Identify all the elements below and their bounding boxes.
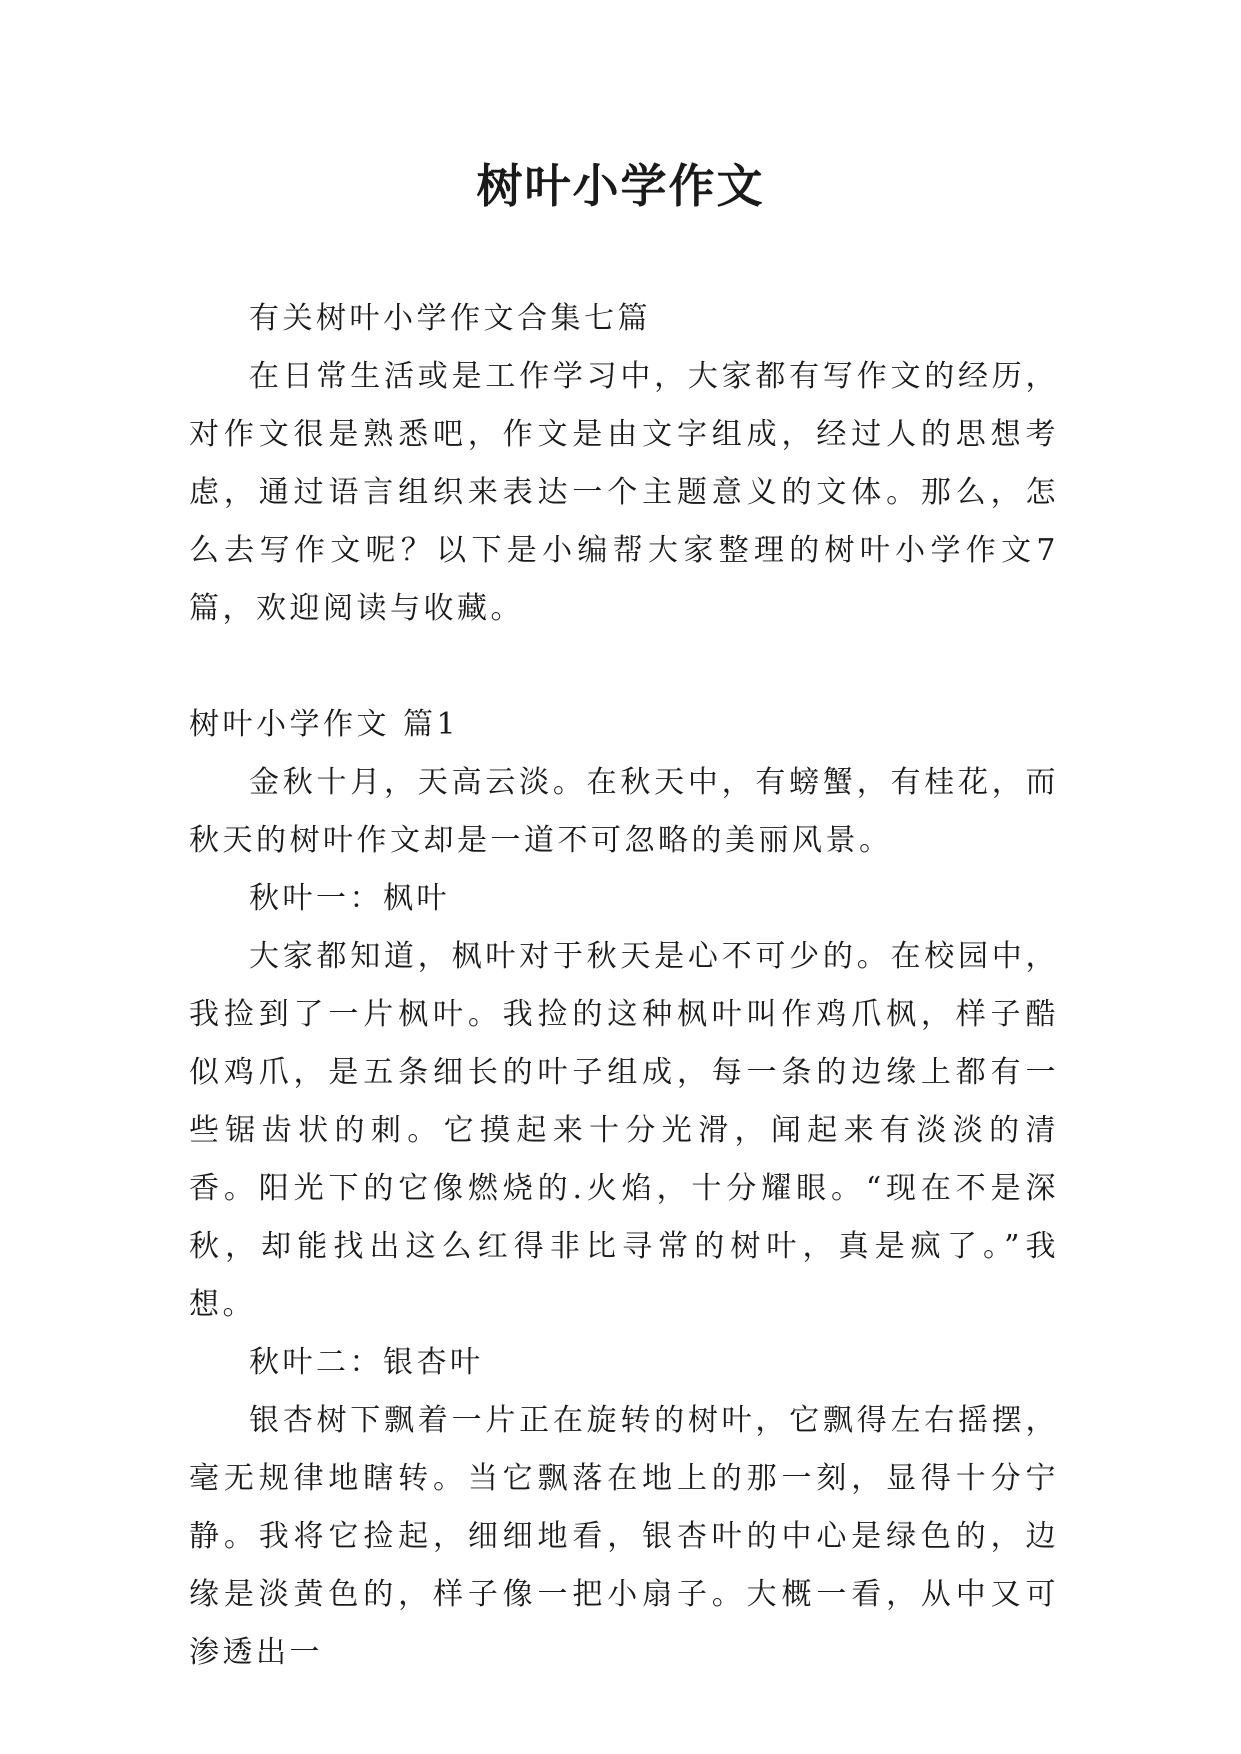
- section-heading: 树叶小学作文 篇1: [189, 707, 460, 742]
- document-title: 树叶小学作文: [476, 159, 765, 213]
- paragraph-spacer: [189, 638, 1059, 696]
- body-paragraph: 金秋十月，天高云淡。在秋天中，有螃蟹，有桂花，而秋天的树叶作文却是一道不可忽略的美丽风景。: [189, 765, 1059, 858]
- sub-heading: 秋叶一：枫叶: [249, 881, 450, 916]
- intro-paragraph: 在日常生活或是工作学习中，大家都有写作文的经历，对作文很是熟悉吧，作文是由文字组成，经过人的思想考虑，通过语言组织来表达一个主题意义的文体。那么，怎么去写作文呢？以下是小编帮大家整理的树叶小学作文7篇，欢迎阅读与收藏。: [189, 359, 1059, 626]
- subtitle-line: 有关树叶小学作文合集七篇: [249, 301, 651, 336]
- document-body: [189, 290, 1059, 1682]
- body-paragraph: 大家都知道，枫叶对于秋天是心不可少的。在校园中，我捡到了一片枫叶。我捡的这种枫叶叫作鸡爪枫，样子酷似鸡爪，是五条细长的叶子组成，每一条的边缘上都有一些锯齿状的刺。它摸起来十分光滑，闻起来有淡淡的清香。阳光下的它像燃烧的.火焰，十分耀眼。“现在不是深秋，却能找出这么红得非比寻常的树叶，真是疯了。”我想。: [189, 939, 1059, 1322]
- body-paragraph: 银杏树下飘着一片正在旋转的树叶，它飘得左右摇摆，毫无规律地瞎转。当它飘落在地上的那一刻，显得十分宁静。我将它捡起，细细地看，银杏叶的中心是绿色的，边缘是淡黄色的，样子像一把小扇子。大概一看，从中又可渗透出一: [189, 1403, 1059, 1670]
- sub-heading: 秋叶二：银杏叶: [249, 1345, 484, 1380]
